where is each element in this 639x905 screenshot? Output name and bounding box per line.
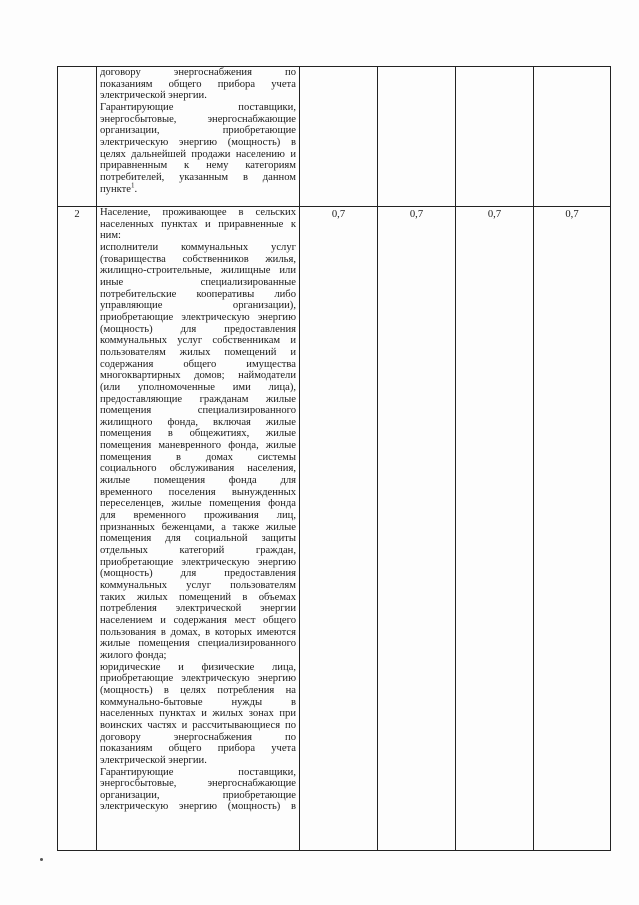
text-line: помещения в домах системы (100, 451, 296, 463)
text-line: энергосбытовые, энергоснабжающие (100, 113, 296, 125)
text-line: помещения для социальной защиты (100, 533, 296, 545)
row-number (58, 67, 96, 69)
row-description (97, 67, 299, 195)
text-line: жилищного фонда, включая жилые (100, 416, 296, 428)
text-line: организации, приобретающие (100, 789, 296, 801)
value-cell (534, 67, 610, 69)
text-line: электрической энергии. (100, 90, 207, 102)
text-line: таких жилых помещений в объемах (100, 591, 296, 603)
text-line: воинских частях и рассчитывающиеся по (100, 719, 296, 731)
text-line: показаниям общего прибора учета (100, 743, 296, 755)
tariff-table (57, 66, 611, 851)
text-line: приравненным к нему категориям (100, 160, 296, 172)
text-line: договору энергоснабжения по (100, 731, 296, 743)
value-cell: 0,7 (565, 209, 579, 220)
text-line: (мощность) для предоставления (100, 568, 296, 580)
text-line: отдельных категорий граждан, (100, 545, 296, 557)
text-line: приобретающие электрическую энергию (100, 673, 296, 685)
text-line: жилые помещения специализированного (100, 638, 296, 650)
footnote-marker: 1 (130, 181, 135, 190)
text-line: (товарищества собственников жилья, (100, 253, 296, 265)
text-line: Гарантирующие поставщики, (100, 101, 296, 113)
text-line: (или уполномоченные ими лица), (100, 381, 296, 393)
text-line: жилого фонда; (100, 649, 167, 661)
value-cell: 0,7 (487, 209, 502, 220)
text-line: признанных беженцами, а также жилые (100, 521, 296, 533)
text-line: показаниям общего прибора учета (100, 78, 296, 90)
text-line: иные специализированные (100, 276, 296, 288)
text-line: ним: (100, 230, 121, 242)
text-fragment: пункте (100, 183, 131, 195)
text-line: договору энергоснабжения по (100, 67, 296, 78)
value-cell (300, 67, 377, 69)
text-line: коммунальных услуг собственникам и (100, 335, 296, 347)
text-line: электрическую энергию (мощность) в (100, 801, 296, 813)
text-line: помещения в общежитиях, жилые (100, 428, 296, 440)
text-line: потребления электрической энергии (100, 603, 296, 615)
value-cell: 0,7 (331, 209, 346, 220)
text-line: энергосбытовые, энергоснабжающие (100, 778, 296, 790)
text-line: жилые помещения фонда для (100, 475, 296, 487)
scan-speck (40, 858, 43, 861)
text-line: для временного проживания лиц, (100, 510, 296, 522)
text-line: приобретающие электрическую энергию (100, 311, 296, 323)
text-line: помещения маневренного фонда, жилые (100, 440, 296, 452)
table-row (58, 67, 611, 207)
text-fragment: . (134, 183, 138, 195)
text-line: помещения специализированного (100, 405, 296, 417)
value-cell: 0,7 (409, 209, 424, 220)
text-line: электрической энергии. (100, 754, 207, 766)
text-line: целях дальнейшей продажи населению и (100, 148, 296, 160)
text-line (100, 181, 296, 196)
text-line: предоставляющие гражданам жилые (100, 393, 296, 405)
text-line: населением и содержания мест общего (100, 614, 296, 626)
value-cell (456, 67, 533, 69)
text-line: электрическую энергию (мощность) в (100, 136, 296, 148)
text-line: приобретающие электрическую энергию (100, 556, 296, 568)
text-line: жилищно-строительные, жилищные или (100, 265, 296, 277)
text-line: организации, приобретающие (100, 125, 296, 137)
text-line: населенных пунктах и приравненные к (100, 218, 296, 230)
text-line: переселенцев, жилые помещения фонда (100, 498, 296, 510)
text-line: многоквартирных домов; наймодатели (100, 370, 296, 382)
text-line: юридические и физические лица, (100, 661, 296, 673)
text-line: населенных пунктах и жилых зонах при (100, 708, 296, 720)
table-row (58, 207, 611, 851)
text-line: (мощность) для предоставления (100, 323, 296, 335)
text-line: пользователям жилых помещений и (100, 346, 296, 358)
row-number: 2 (74, 209, 80, 220)
text-line: Население, проживающее в сельских (100, 207, 296, 218)
text-line: временного поселения вынужденных (100, 486, 296, 498)
text-line: коммунальных услуг пользователям (100, 580, 296, 591)
text-line: социального обслуживания населения, (100, 463, 296, 475)
text-line: исполнители коммунальных услуг (100, 241, 296, 253)
text-line: коммунально-бытовые нужды в (100, 696, 296, 708)
text-line: потребителей, указанным в данном (100, 171, 296, 183)
text-line: (мощность) в целях потребления на (100, 684, 296, 696)
row-description (97, 207, 299, 813)
text-line: потребительские кооперативы либо (100, 288, 296, 300)
value-cell (378, 67, 455, 69)
text-line: Гарантирующие поставщики, (100, 766, 296, 778)
text-line: управляющие организации), (100, 300, 296, 312)
text-line: пользования в домах, в которых имеются (100, 626, 296, 638)
text-line: содержания общего имущества (100, 358, 296, 370)
